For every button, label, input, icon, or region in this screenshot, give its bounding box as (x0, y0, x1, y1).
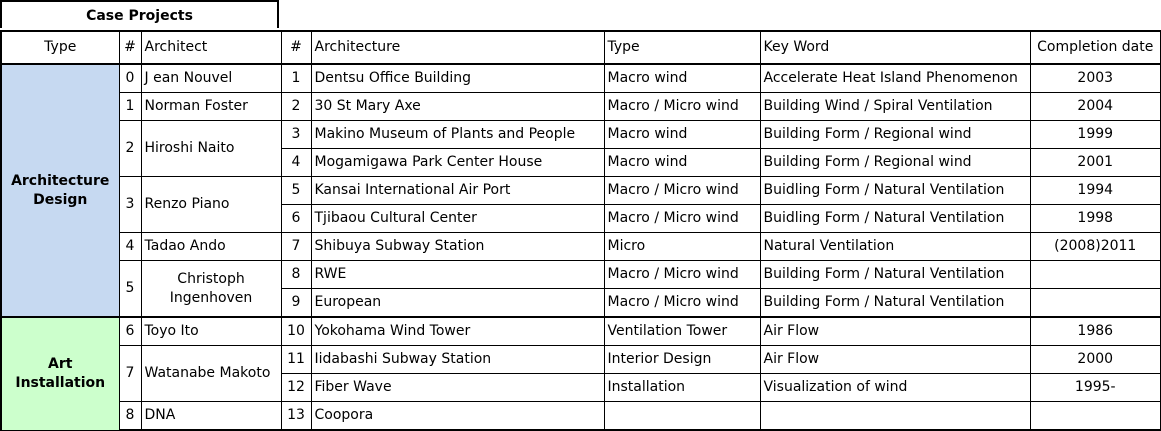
project-num: 5 (281, 177, 311, 205)
architect-num: 5 (119, 261, 141, 318)
project-date: 1999 (1030, 121, 1161, 149)
project-type: Ventilation Tower (604, 317, 760, 346)
project-num: 8 (281, 261, 311, 289)
project-type: Interior Design (604, 346, 760, 374)
project-type: Macro wind (604, 64, 760, 93)
project-type: Macro wind (604, 149, 760, 177)
project-date (1030, 402, 1161, 431)
architect-name: Renzo Piano (141, 177, 281, 233)
project-name: Iidabashi Subway Station (311, 346, 604, 374)
project-type: Macro wind (604, 121, 760, 149)
architect-name: Watanabe Makoto (141, 346, 281, 402)
architect-name: Norman Foster (141, 93, 281, 121)
header-type2: Type (604, 31, 760, 64)
project-keyword: Building Wind / Spiral Ventilation (760, 93, 1030, 121)
project-keyword: Accelerate Heat Island Phenomenon (760, 64, 1030, 93)
project-date: 2004 (1030, 93, 1161, 121)
project-date (1030, 261, 1161, 289)
project-num: 3 (281, 121, 311, 149)
project-type: Micro (604, 233, 760, 261)
architect-name: Tadao Ando (141, 233, 281, 261)
project-keyword: Buidling Form / Natural Ventilation (760, 177, 1030, 205)
project-keyword: Building Form / Natural Ventilation (760, 289, 1030, 318)
project-keyword: Visualization of wind (760, 374, 1030, 402)
project-num: 2 (281, 93, 311, 121)
table-row (1, 64, 1161, 93)
project-num: 11 (281, 346, 311, 374)
architect-num: 0 (119, 64, 141, 93)
project-keyword (760, 402, 1030, 431)
architect-name: DNA (141, 402, 281, 431)
table-row (1, 346, 1161, 374)
project-date: 1994 (1030, 177, 1161, 205)
project-type: Macro / Micro wind (604, 289, 760, 318)
project-type: Macro / Micro wind (604, 261, 760, 289)
project-type: Installation (604, 374, 760, 402)
project-type (604, 402, 760, 431)
table-row (1, 177, 1161, 205)
architect-name: Hiroshi Naito (141, 121, 281, 177)
project-num: 9 (281, 289, 311, 318)
header-architect-num: # (119, 31, 141, 64)
project-name: Tjibaou Cultural Center (311, 205, 604, 233)
project-name: Coopora (311, 402, 604, 431)
project-name: Mogamigawa Park Center House (311, 149, 604, 177)
project-date: 1998 (1030, 205, 1161, 233)
header-completion: Completion date (1030, 31, 1161, 64)
table-row (1, 402, 1161, 431)
architect-num: 2 (119, 121, 141, 177)
project-keyword: Air Flow (760, 317, 1030, 346)
project-type: Macro / Micro wind (604, 177, 760, 205)
project-keyword: Natural Ventilation (760, 233, 1030, 261)
project-keyword: Building Form / Regional wind (760, 149, 1030, 177)
project-date: 2003 (1030, 64, 1161, 93)
architect-num: 4 (119, 233, 141, 261)
architect-name: Christoph Ingenhoven (141, 261, 281, 318)
project-num: 13 (281, 402, 311, 431)
project-keyword: Building Form / Natural Ventilation (760, 261, 1030, 289)
table-caption: Case Projects (0, 0, 279, 28)
table-row (1, 121, 1161, 149)
project-name: Makino Museum of Plants and People (311, 121, 604, 149)
header-num: # (281, 31, 311, 64)
project-num: 4 (281, 149, 311, 177)
table-row (1, 93, 1161, 121)
project-name: RWE (311, 261, 604, 289)
project-date: 2000 (1030, 346, 1161, 374)
header-architecture: Architecture (311, 31, 604, 64)
project-date: 1986 (1030, 317, 1161, 346)
group-architecture-design: Architecture Design (1, 64, 119, 317)
table-row (1, 317, 1161, 346)
case-projects-table (0, 30, 1161, 431)
architect-num: 1 (119, 93, 141, 121)
architect-num: 8 (119, 402, 141, 431)
project-num: 12 (281, 374, 311, 402)
project-name: Fiber Wave (311, 374, 604, 402)
architect-num: 7 (119, 346, 141, 402)
project-name: European (311, 289, 604, 318)
header-keyword: Key Word (760, 31, 1030, 64)
group-art-installation: Art Installation (1, 317, 119, 430)
project-num: 7 (281, 233, 311, 261)
architect-num: 3 (119, 177, 141, 233)
project-num: 6 (281, 205, 311, 233)
project-name: Dentsu Office Building (311, 64, 604, 93)
project-type: Macro / Micro wind (604, 93, 760, 121)
table-row (1, 233, 1161, 261)
project-name: Shibuya Subway Station (311, 233, 604, 261)
project-keyword: Building Form / Regional wind (760, 121, 1030, 149)
project-date: 2001 (1030, 149, 1161, 177)
project-date (1030, 289, 1161, 318)
architect-num: 6 (119, 317, 141, 346)
project-type: Macro / Micro wind (604, 205, 760, 233)
project-num: 1 (281, 64, 311, 93)
architect-name: J ean Nouvel (141, 64, 281, 93)
architect-name: Toyo Ito (141, 317, 281, 346)
project-name: 30 St Mary Axe (311, 93, 604, 121)
project-name: Yokohama Wind Tower (311, 317, 604, 346)
project-num: 10 (281, 317, 311, 346)
project-keyword: Air Flow (760, 346, 1030, 374)
project-date: 1995- (1030, 374, 1161, 402)
project-name: Kansai International Air Port (311, 177, 604, 205)
table-row (1, 261, 1161, 289)
project-date: (2008)2011 (1030, 233, 1161, 261)
header-row (1, 31, 1161, 64)
header-type: Type (1, 31, 119, 64)
header-architect: Architect (141, 31, 281, 64)
project-keyword: Buidling Form / Natural Ventilation (760, 205, 1030, 233)
